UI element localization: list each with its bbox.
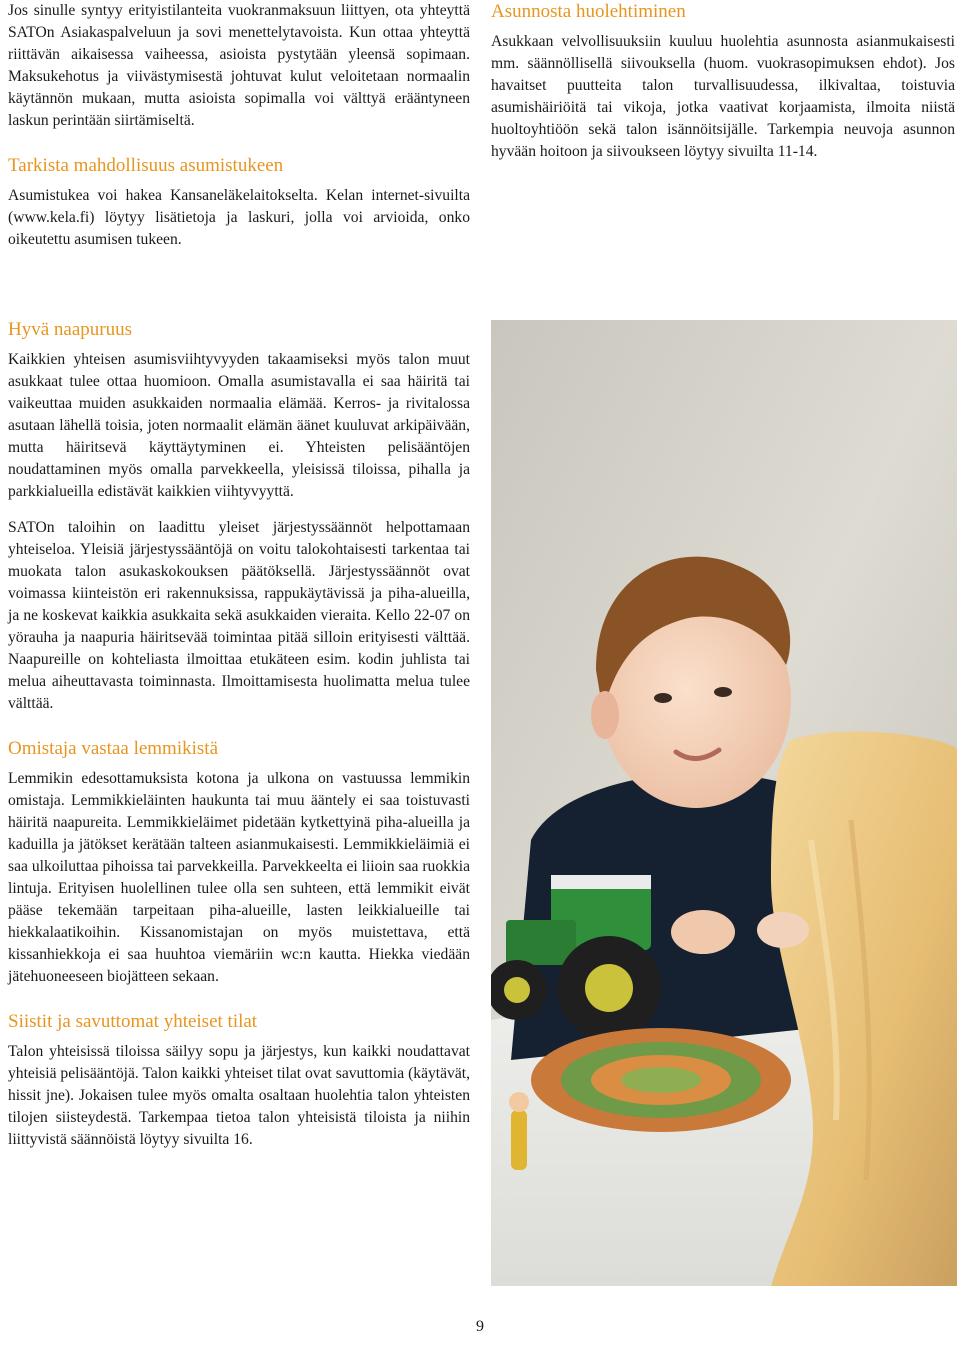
pets-heading: Omistaja vastaa lemmikistä xyxy=(8,738,219,759)
good-neighbourhood-paragraph-1: Kaikkien yhteisen asumisviihtyvyyden takaamiseksi myös talon muut asukkaat tulee ottaa huomioon. Omalla asumistavalla ei saa häiritä tai vaikeuttaa muiden asukkaiden normaalia elämää. Kerros- ja rivitalossa asutaan lähellä toisia, joten normaalit elämän äänet kuuluvat arkipäivään, mutta häiritsevä käyttäytyminen ei. Yhteisten pelisääntöjen noudattaminen myös omalla parvekkeella, yleisissä tiloissa, pihalla ja parkkialueilla edistävät kaikkien viihtyvyyttä. xyxy=(8,351,470,500)
housing-allowance-text: Asumistukea voi hakea Kansaneläkelaitokselta. Kelan internet-sivuilta (www.kela.fi) löytyy lisätietoja ja laskuri, jolla voi arvioida, onko oikeutettu asumisen tukeen. xyxy=(8,187,470,248)
right-top-column xyxy=(491,0,955,163)
good-neighbourhood-heading: Hyvä naapuruus xyxy=(8,319,132,340)
pets-text: Lemmikin edesottamuksista kotona ja ulkona on vastuussa lemmikin omistaja. Lemmikkieläinten haukunta tai muu ääntely ei saa toistuvasti häiritä naapureita. Lemmikkieläimet pidetään kytkettyinä piha-alueilla ja kaduilla ja jätökset kerätään talteen asianmukaisesti. Lemmikkieläimiä ei saa ulkoiluttaa pihoissa tai parvekkeilla. Parvekkeelta ei liioin saa ruokkia lintuja. Erityisen huolellinen tulee olla sen suhteen, että lemmikit eivät pääse tekemään tarpeitaan piha-alueille, lasten leikkialueille tai hiekkalaatikoihin. Kissanomistajan on myös muistettava, että kissanhiekkoja ei saa huuhtoa viemäriin wc:n kautta. Hiekka viedään jätehuoneeseen biojätteen sekaan. xyxy=(8,770,470,985)
common-spaces-section xyxy=(8,1010,470,1151)
intro-paragraph: Jos sinulle syntyy erityistilanteita vuokranmaksuun liittyen, ota yhteyttä SATOn Asiakaspalveluun ja sovi menettelytavoista. Kun ottaa yhteyttä riittävän aikaisessa vaiheessa, asioista pystytään yleensä sopimaan. Maksukehotus ja viivästymisestä johtuvat kulut veloitetaan normaalin käytännön mukaan, mutta asioista sopimalla voi välttyä erääntyneen laskun perintään siirtämiseltä. xyxy=(8,2,470,129)
apartment-care-heading: Asunnosta huolehtiminen xyxy=(491,1,686,22)
good-neighbourhood-section xyxy=(8,318,470,715)
left-lower-column xyxy=(8,318,470,1151)
children-photo xyxy=(491,320,957,1286)
housing-allowance-heading: Tarkista mahdollisuus asumistukeen xyxy=(8,155,284,176)
children-playing-illustration xyxy=(491,320,957,1286)
apartment-care-section xyxy=(491,0,955,163)
apartment-care-text: Asukkaan velvollisuuksiin kuuluu huolehtia asunnosta asianmukaisesti mm. säännöllisellä siivouksella (huom. vuokrasopimuksen ehdot). Jos havaitset puutteita talon turvallisuudessa, ilkivaltaa, toistuvia asumishäiriöitä tai vikoja, jotka vaativat korjaamista, ilmoita niistä huoltoyhtiöön sekä talon isännöitsijälle. Tarkempia neuvoja asunnon hyvään hoitoon ja siivoukseen löytyy sivuilta 11-14. xyxy=(491,33,955,160)
pets-section xyxy=(8,737,470,988)
intro-section xyxy=(8,0,470,132)
housing-allowance-section xyxy=(8,154,470,251)
common-spaces-heading: Siistit ja savuttomat yhteiset tilat xyxy=(8,1011,258,1032)
common-spaces-text: Talon yhteisissä tiloissa säilyy sopu ja järjestys, kun kaikki noudattavat yhteisiä pelisääntöjä. Talon kaikki yhteiset tilat ovat savuttomia (käytävät, hissit jne). Jokaisen tulee myös omalta osaltaan huolehtia talon yhteisten tilojen siisteydestä. Tarkempaa tietoa talon yhteisistä tiloista ja niihin liittyvistä säännöistä löytyy sivuilta 16. xyxy=(8,1043,470,1148)
page-number: 9 xyxy=(476,1318,484,1335)
left-top-column xyxy=(8,0,470,251)
good-neighbourhood-paragraph-2: SATOn taloihin on laadittu yleiset järjestyssäännöt helpottamaan yhteiseloa. Yleisiä järjestyssääntöjä on voitu talokohtaisesti tarkentaa tai muokata talon asukaskokouksen päätöksellä. Järjestyssäännöt ovat voimassa kiinteistön eri rakennuksissa, rappukäytävissä ja piha-alueilla, ja ne koskevat kaikkia asukkaita sekä asukkaiden vieraita. Kello 22-07 on yörauha ja naapuria häiritsevää toimintaa pitää silloin erityisesti välttää. Naapureille on kohteliasta ilmoittaa etukäteen esim. kodin juhlista tai melua aiheuttavasta toiminnasta. Ilmoittamisesta huolimatta melua tulee välttää. xyxy=(8,519,470,712)
